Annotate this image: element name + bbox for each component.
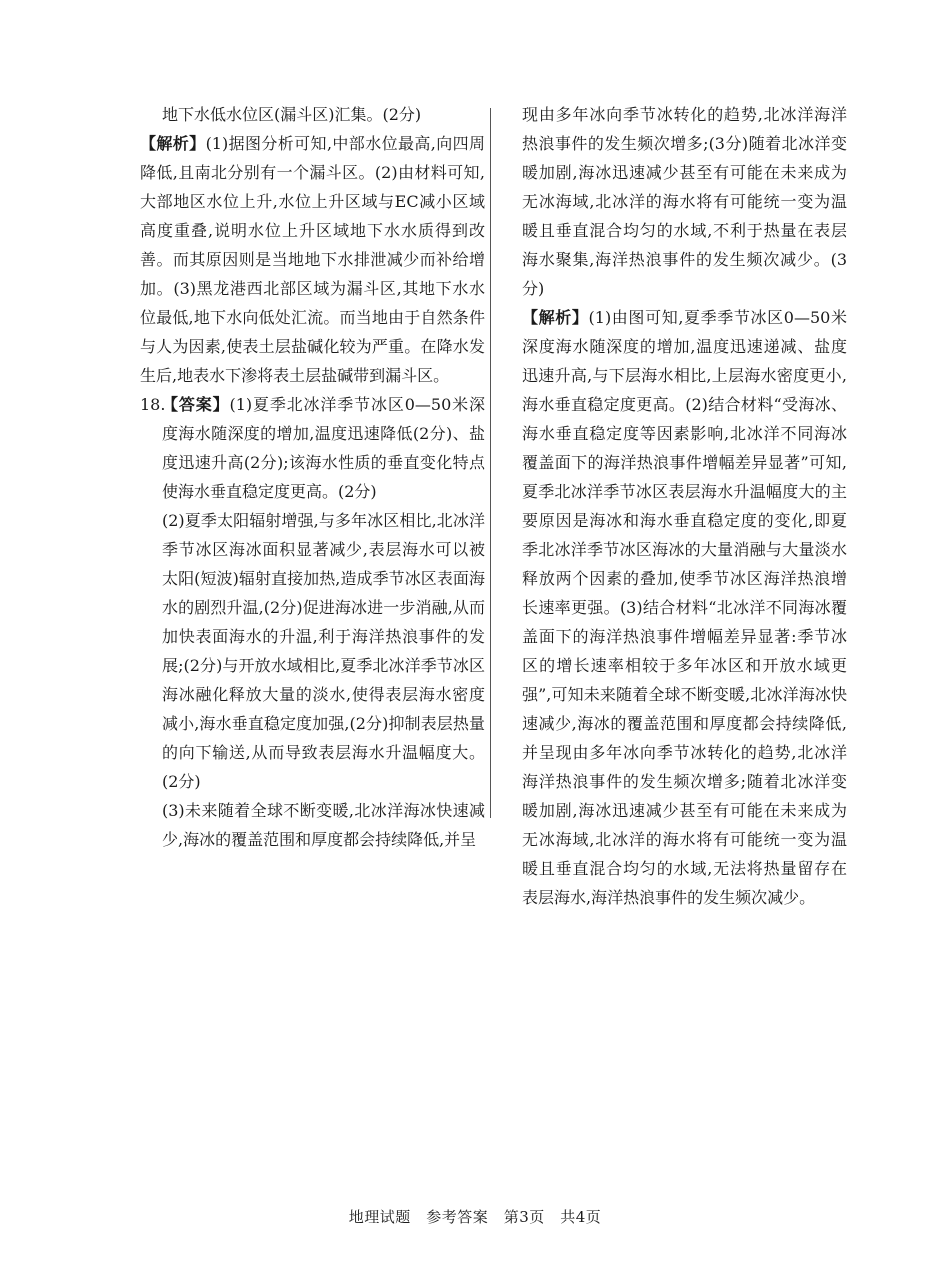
answer-18-part3-continuation: 现由多年冰向季节冰转化的趋势,北冰洋海洋热浪事件的发生频次增多;(3分)随着北冰洋变暖加剧,海冰迅速减少甚至有可能在未来成为无冰海域,北冰洋的海水将有可能统一变为温暖且垂直混合均匀的水域,不利于热量在表层海水聚集,海洋热浪事件的发生频次减少。(3分) [522,105,847,298]
column-divider [490,108,491,818]
analysis-18-text: (1)由图可知,夏季季节冰区0—50米深度海水随深度的增加,温度迅速递减、盐度迅速升高,与下层海水相比,上层海水密度更小,海水垂直稳定度更高。(2)结合材料“受海冰、海水垂直稳定度等因素影响,北冰洋不同海冰覆盖面下的海洋热浪事件增幅差异显著”可知,夏季北冰洋季节冰区表层海水升温幅度大的主要原因是海冰和海水垂直稳定度的变化,即夏季北冰洋季节冰区海冰的大量消融与大量淡水释放两个因素的叠加,使季节冰区海洋热浪增长速率更强。(3)结合材料“北冰洋不同海冰覆盖面下的海洋热浪事件增幅差异显著:季节冰区的增长速率相较于多年冰区和开放水域更强”,可知未来随着全球不断变暖,北冰洋海冰快速减少,海冰的覆盖范围和厚度都会持续降低,并呈现由多年冰向季节冰转化的趋势,北冰洋海洋热浪事件的发生频次增多;随着北冰洋变暖加剧,海冰迅速减少甚至有可能在未来成为无冰海域,北冰洋的海水将有可能统一变为温暖且垂直混合均匀的水域,无法将热量留存在表层海水,海洋热浪事件的发生频次减少。 [522,308,847,907]
answer-18-part3-start: (3)未来随着全球不断变暖,北冰洋海冰快速减少,海冰的覆盖范围和厚度都会持续降低,并呈 [162,801,485,849]
page-footer: 地理试题 参考答案 第3页 共4页 [348,1208,602,1226]
analysis-18 [522,303,847,912]
analysis-17 [140,129,485,390]
analysis-17-text: (1)据图分析可知,中部水位最高,向四周降低,且南北分别有一个漏斗区。(2)由材料可知,大部地区水位上升,水位上升区域与EC减小区域高度重叠,说明水位上升区域地下水水质得到改善。而其原因则是当地地下水排泄减少而补给增加。(3)黑龙港西北部区域为漏斗区,其地下水水位最低,地下水向低处汇流。而当地由于自然条件与人为因素,使表土层盐碱化较为严重。在降水发生后,地表水下渗将表土层盐碱带到漏斗区。 [140,134,485,385]
answer-17-continuation: 地下水低水位区(漏斗区)汇集。(2分) [162,105,422,124]
answer-18-part1 [162,390,485,506]
question-number: 18. [140,395,166,414]
answer-18-part2: (2)夏季太阳辐射增强,与多年冰区相比,北冰洋季节冰区海冰面积显著减少,表层海水可以被太阳(短波)辐射直接加热,造成季节冰区表面海水的剧烈升温,(2分)促进海冰进一步消融,从而加快表面海水的升温,利于海洋热浪事件的发展;(2分)与开放水域相比,夏季北冰洋季节冰区海冰融化释放大量的淡水,使得表层海水密度减小,海水垂直稳定度加强,(2分)抑制表层热量的向下输送,从而导致表层海水升温幅度大。(2分) [162,511,485,791]
question-18-answer [140,390,485,854]
left-column [140,100,485,854]
answer-tag: 【答案】 [162,395,230,414]
analysis-tag: 【解析】 [140,134,206,153]
answer-18-part1-text: (1)夏季北冰洋季节冰区0—50米深度海水随深度的增加,温度迅速降低(2分)、盐度迅速升高(2分);该海水性质的垂直变化特点使海水垂直稳定度更高。(2分) [162,395,485,501]
right-column [522,100,847,912]
analysis-tag: 【解析】 [522,308,589,327]
